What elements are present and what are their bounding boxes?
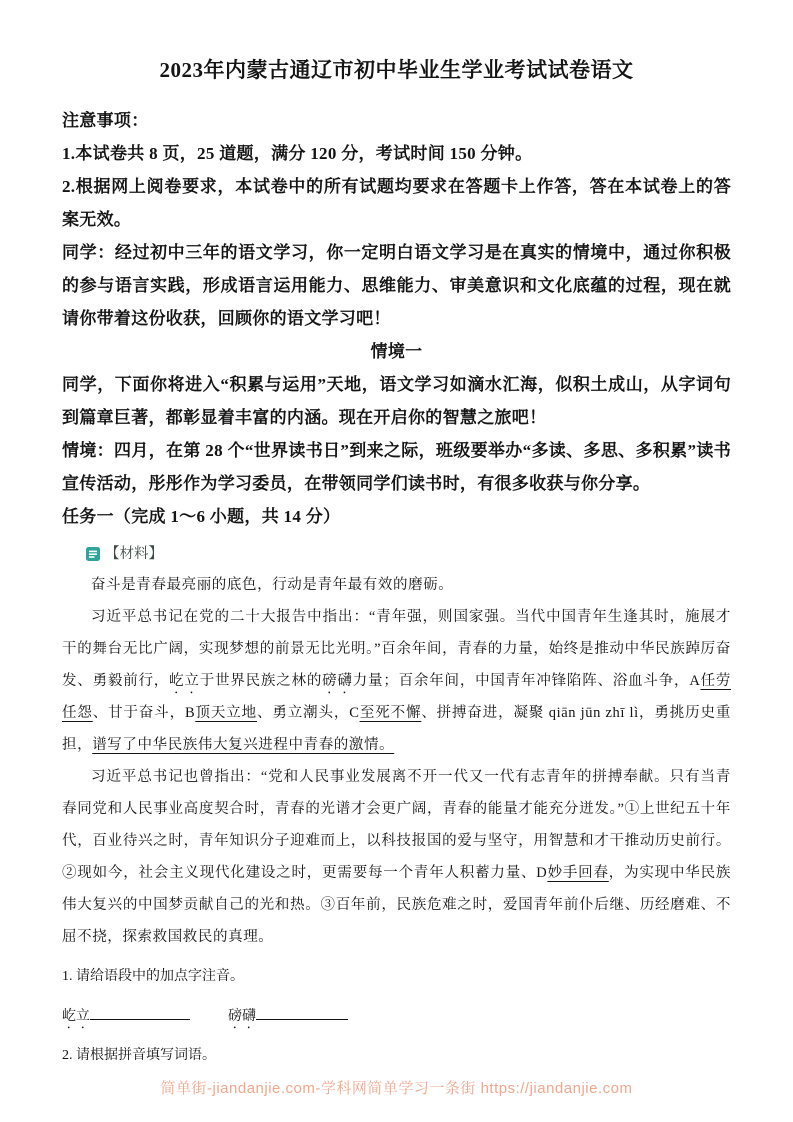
notice-item-2: 2.根据网上阅卷要求，本试卷中的所有试题均要求在答题卡上作答，答在本试卷上的答案无效。 — [62, 177, 731, 229]
notice-heading: 注意事项： — [62, 111, 149, 130]
scene-heading: 情境一 — [370, 342, 423, 361]
underlined-idiom-b: 顶天立地 — [195, 705, 258, 721]
question-1: 1. 请给语段中的加点字注音。 — [62, 969, 244, 984]
dotted-word: 磅礴 — [228, 1009, 256, 1024]
underlined-idiom-c: 至死不懈 — [359, 705, 422, 721]
dotted-word: 屹立 — [169, 673, 200, 689]
document-icon — [86, 547, 100, 561]
watermark-footer: 简单街-jiandanjie.com-学科网简单学习一条街 https://jiandanjie.com — [160, 1080, 633, 1097]
material-label — [86, 541, 731, 567]
text-segment: 力量；百余年间，中国青年冲锋陷阵、浴血斗争，A — [352, 673, 701, 689]
text-segment: 、勇立潮头，C — [257, 705, 360, 721]
notice-item-1: 1.本试卷共 8 页，25 道题，满分 120 分，考试时间 150 分钟。 — [62, 144, 533, 163]
answer-blank-1 — [90, 1004, 190, 1020]
material-label-text: 【材料】 — [105, 546, 163, 562]
scene-detail-paragraph: 情境：四月，在第 28 个“世界读书日”到来之际，班级要举办“多读、多思、多积累”读书宣传活动，彤彤作为学习委员，在带领同学们读书时，有很多收获与你分享。 — [62, 441, 731, 493]
text-segment: ，为实现中华民族伟大复兴的中国梦贡献自己的光和热。③百年前，民族危难之时，爱国青年前仆后继、历经磨难、不屈不挠，探索救国救民的真理。 — [62, 865, 731, 945]
material-paragraph-1: 奋斗是青春最亮丽的底色，行动是青年最有效的磨砺。 — [91, 577, 454, 593]
underlined-idiom-d: 妙手回春 — [547, 865, 609, 881]
dotted-word: 磅礴 — [322, 673, 353, 689]
text-segment: 于世界民族之林的 — [199, 673, 323, 689]
intro-paragraph: 同学：经过初中三年的语文学习，你一定明白语文学习是在真实的情境中，通过你积极的参与语言实践，形成语言运用能力、思维能力、审美意识和文化底蕴的过程，现在就请你带着这份收获，回顾你的语文学习吧！ — [62, 243, 731, 328]
material-paragraph-2 — [62, 601, 731, 761]
question-2: 2. 请根据拼音填写词语。 — [62, 1048, 216, 1063]
text-segment: 习近平总书记在党的二十大报告中指出：“青年强，则国家强。当代中国青年生逢其时，施展才干的舞台无比广阔，实现梦想的前景无比光明。”百余年间，青春的力量，始终是推动中华民族踔厉奋发、勇毅前行， — [62, 609, 731, 689]
page-title: 2023年内蒙古通辽市初中毕业生学业考试试卷语文 — [159, 58, 634, 82]
scene-intro-paragraph: 同学，下面你将进入“积累与运用”天地，语文学习如滴水汇海，似积土成山，从字词句到篇章巨著，都彰显着丰富的内涵。现在开启你的智慧之旅吧！ — [62, 375, 731, 427]
underlined-idiom-a: 任劳任怨 — [62, 673, 732, 721]
material-paragraph-3 — [62, 761, 731, 953]
text-segment: 、甘于奋斗，B — [92, 705, 196, 721]
text-segment: 习近平总书记也曾指出：“党和人民事业发展离不开一代又一代有志青年的拼搏奉献。只有当青春同党和人民事业高度契合时，青春的光谱才会更广阔，青春的能量才能充分迸发。”①上世纪五十年代，百业待兴之时，青年知识分子迎难而上，以科技报国的爱与坚守，用智慧和才干推动历史前行。②现如今，社会主义现代化建设之时，更需要每一个青年人积蓄力量、D — [62, 769, 731, 881]
question-1-answer-line — [62, 1003, 731, 1032]
task-heading: 任务一（完成 1～6 小题，共 14 分） — [62, 507, 341, 526]
dotted-word: 屹立 — [62, 1009, 90, 1024]
text-segment: 、拼搏奋进，凝聚 qiān jūn zhī lì，勇挑历史重担， — [62, 705, 731, 753]
underlined-clause: 谱写了中华民族伟大复兴进程中青春的激情。 — [92, 737, 395, 753]
answer-blank-2 — [256, 1004, 348, 1020]
